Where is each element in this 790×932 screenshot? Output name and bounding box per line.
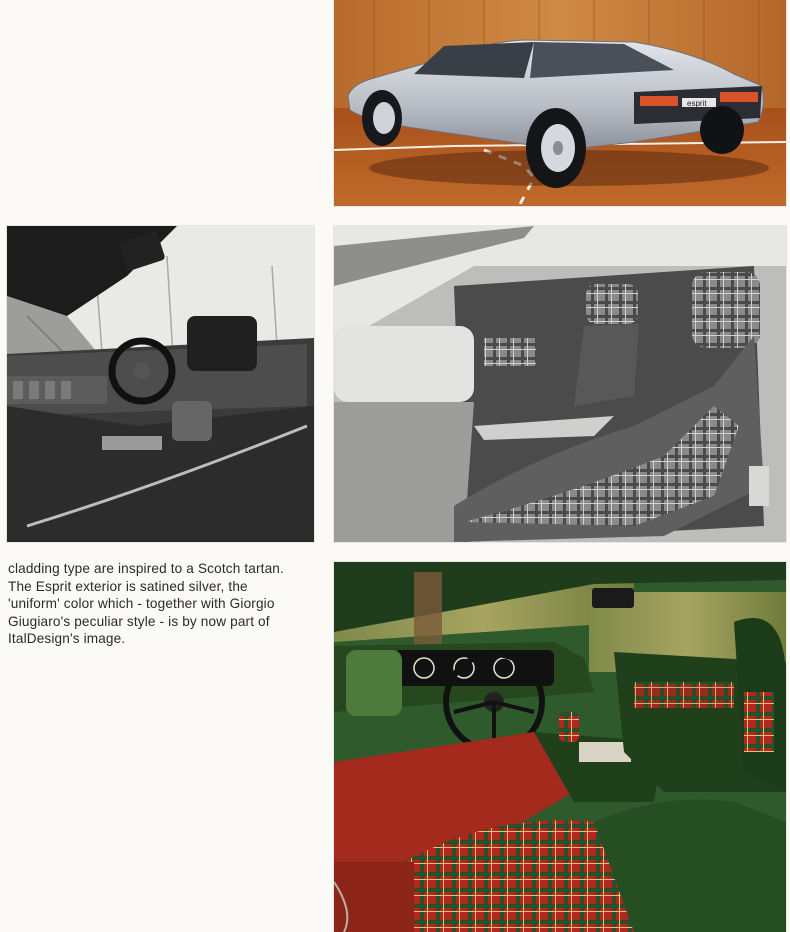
photo-interior-color	[334, 562, 786, 932]
caption-line: cladding type are inspired to a Scotch tartan.	[8, 561, 284, 576]
photo-dashboard-bw	[7, 226, 314, 542]
caption-line: Giugiaro's peculiar style - is by now part of	[8, 613, 270, 629]
caption-line: ItalDesign's image.	[8, 631, 126, 647]
photo-seats-bw	[334, 226, 786, 542]
caption-text	[8, 560, 326, 648]
caption-line: 'uniform' color which - together with Giorgio	[8, 596, 275, 612]
plate-text: esprit	[687, 99, 707, 108]
photo-car-rear-view	[334, 0, 786, 206]
caption-line: The Esprit exterior is satined silver, the	[8, 578, 248, 594]
